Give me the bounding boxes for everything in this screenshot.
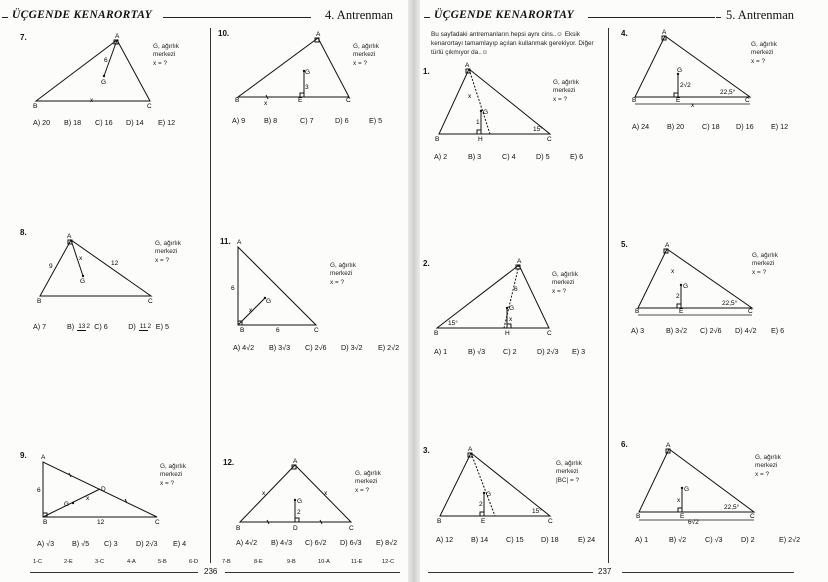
answer-choices [233,343,399,352]
vertex-label: B [240,327,245,334]
vertex-label: B [43,519,48,526]
vertex-label: G [483,109,489,116]
vertex-label: C [750,513,755,520]
length-label: 1 [476,119,480,126]
vertex-label: A [237,239,242,246]
vertex-label: C [346,97,351,104]
length-label: 6 [514,286,518,293]
answer-option[interactable]: D) 2√3 [136,539,158,548]
vertex-label: B [434,330,439,337]
header-rule [588,17,715,18]
length-label: 2 [479,501,483,508]
answer-option[interactable]: E) 12 [771,122,789,131]
header-rule [716,17,721,18]
answer-option[interactable]: A) 1 [434,347,448,356]
answer-choices [33,118,175,127]
question-number: 5. [621,240,628,249]
answer-option[interactable]: A) 7 [33,322,47,331]
answer-option[interactable]: E) 12 [158,118,176,127]
vertex-label: G [101,79,107,86]
answer-option[interactable]: B) √5 [72,539,90,548]
answer-key-item: 12-C [382,559,395,565]
answer-option[interactable]: C) 2 [503,347,517,356]
answer-option[interactable]: C) 3 [104,539,118,548]
answer-option[interactable]: D) 16 [736,122,754,131]
answer-fraction: 132 [78,322,91,330]
length-label: 12 [111,260,119,267]
answer-option[interactable]: E) 8√2 [376,538,398,547]
header-rule [163,17,311,18]
answer-option[interactable]: D) 5 [536,152,550,161]
length-label: x [264,100,268,107]
angle-label: 22,5° [724,504,740,511]
answer-option[interactable]: B) 20 [667,122,685,131]
question-note: G, ağırlık merkezi x = ? [160,463,186,487]
answer-choices [236,538,397,547]
answer-option[interactable]: A) 12 [436,535,454,544]
length-label: x [677,497,681,504]
column-divider [608,28,609,563]
vertex-label: A [662,29,667,36]
answer-option[interactable]: A) 24 [632,122,650,131]
header-rule [424,17,430,18]
answer-option[interactable]: A) 4√2 [236,538,258,547]
vertex-label: H [505,330,510,337]
vertex-label: C [349,525,354,532]
answer-option[interactable]: E) 2√2 [378,343,400,352]
vertex-label: E [298,97,303,104]
length-label: 2 [676,293,680,300]
vertex-label: C [745,97,750,104]
answer-choices [434,152,583,161]
vertex-label: A [41,454,46,461]
vertex-label: E [679,308,684,315]
question-note: G, ağırlık merkezi x = ? [751,41,777,65]
answer-option[interactable]: A) 4√2 [233,343,255,352]
question-number: 3. [423,446,430,455]
answer-option[interactable]: C) 16 [95,118,113,127]
question-note: G, ağırlık merkezi x = ? [755,454,781,478]
answer-option[interactable]: B) 3√3 [269,343,291,352]
length-label: 2√2 [680,82,691,89]
answer-key-item: 10-A [318,559,330,565]
answer-option[interactable]: A) 20 [33,118,51,127]
answer-option[interactable]: C) 18 [702,122,720,131]
answer-option[interactable]: C) 2√6 [305,343,327,352]
intro-text: Bu sayfadaki antremanların hepsi aynı cins..☺ Eksik kenarortayı tamamlayıp açılan kullanmak gerekiyor. Diğer türlü çıkmıyor da..☺ [431,31,594,56]
answer-key-item: 9-B [287,559,296,565]
vertex-label: C [748,308,753,315]
answer-choices [434,347,585,356]
answer-option[interactable]: A) 2 [434,152,448,161]
answer-key-item: 5-B [158,559,167,565]
vertex-label: G [683,283,689,290]
answer-option[interactable]: C) 15 [506,535,524,544]
page-number: 237 [598,567,612,576]
question-note: G, ağırlık merkezi |BC| = ? [556,460,582,484]
question-note: G, ağırlık merkezi x = ? [330,262,356,286]
footer-rule [30,572,198,573]
vertex-label: C [155,519,160,526]
length-label: 9 [49,263,53,270]
angle-label: 15° [532,508,542,515]
answer-key-item: 6-D [189,559,199,565]
left-page [0,0,411,582]
right-header [420,9,828,25]
angle-label: 22,5° [722,300,738,307]
answer-choices [631,326,784,335]
vertex-label: C [148,298,153,305]
length-label: x [671,268,675,275]
header-section-label: 5. Antrenman [726,8,795,22]
question-number: 8. [20,228,27,237]
footer-rule [622,572,794,573]
answer-option[interactable]: A) 3 [631,326,645,335]
vertex-label: G [80,278,86,285]
length-label: 12 [97,519,105,526]
length-label: x [79,255,83,262]
answer-option[interactable]: B) 8 [264,116,278,125]
length-label: 3 [305,84,309,91]
length-label: 2 [297,509,301,516]
length-label: 6√2 [688,519,699,526]
vertex-label: E [676,97,681,104]
vertex-label: C [547,136,552,143]
answer-choices [232,116,382,125]
length-label: x [90,97,94,104]
question-number: 1. [423,67,430,76]
vertex-label: A [316,31,321,38]
vertex-label: G [305,69,311,76]
answer-option[interactable]: A) √3 [37,539,55,548]
length-label: x [262,490,266,497]
question-number: 6. [621,440,628,449]
question-note: G, ağırlık merkezi x = ? [353,43,379,67]
vertex-label: B [235,97,240,104]
vertex-label: G [297,498,303,505]
question-note: G, ağırlık merkezi x = ? [355,470,381,494]
vertex-label: B [33,103,38,110]
vertex-label: G [677,67,683,74]
vertex-label: G [266,298,272,305]
answer-key-item: 2-E [64,559,73,565]
answer-option[interactable]: B) √2 [669,535,687,544]
answer-option[interactable]: C) 4 [502,152,516,161]
angle-label: 15° [448,320,458,327]
answer-option[interactable]: E) 2√2 [779,535,801,544]
answer-option[interactable]: D) 18 [541,535,559,544]
question-number: 11. [220,237,231,246]
right-page [420,0,828,582]
answer-option[interactable]: A) 1 [635,535,649,544]
vertex-label: A [666,442,671,449]
length-label: x [691,102,695,109]
answer-option[interactable]: B) [67,322,75,331]
answer-choices [436,535,595,544]
question-note: G, ağırlık merkezi x = ? [553,79,579,103]
answer-key-item: 8-E [254,559,263,565]
vertex-label: B [435,136,440,143]
question-number: 4. [621,29,628,38]
answer-option[interactable]: E) 5 [369,116,383,125]
vertex-label: B [236,525,241,532]
length-label: x [86,495,90,502]
answer-choices [632,122,788,131]
answer-option[interactable]: E) 4 [173,539,187,548]
answer-option[interactable]: E) 6 [771,326,785,335]
vertex-label: B [635,308,640,315]
answer-key-item: 11-E [351,559,363,565]
answer-option[interactable]: C) 6√2 [305,538,327,547]
answer-option[interactable]: D) 2 [741,535,755,544]
book-spine [408,0,420,582]
answer-option[interactable]: D) 3√2 [341,343,363,352]
answer-option[interactable]: C) 7 [300,116,314,125]
vertex-label: A [293,458,298,465]
vertex-label: E [481,518,486,525]
vertex-label: A [517,258,522,265]
answer-choices [33,322,169,331]
answer-option[interactable]: D) 2√3 [537,347,559,356]
header-rule [2,17,8,18]
answer-option[interactable]: D) [128,322,136,331]
footer-rule [225,572,400,573]
vertex-label: C [547,330,552,337]
question-number: 9. [20,451,27,460]
answer-choices [37,539,186,548]
length-label: 6 [37,487,41,494]
answer-key-item: 3-C [95,559,105,565]
angle-label: 22,5° [720,89,736,96]
answer-choices [635,535,800,544]
vertex-label: B [37,298,42,305]
vertex-label: G [509,305,515,312]
answer-option[interactable]: D) 14 [126,118,144,127]
column-divider [210,28,211,563]
answer-option[interactable]: B) 18 [64,118,82,127]
vertex-label: C [548,518,553,525]
header-title: ÜÇGENDE KENARORTAY [12,9,152,21]
left-header [0,9,405,25]
question-number: 10. [218,29,230,38]
answer-option[interactable]: E) 6 [570,152,584,161]
question-number: 7. [20,33,27,42]
vertex-label: A [67,233,72,240]
answer-option[interactable]: B) 3√2 [666,326,688,335]
vertex-label: D [101,486,106,493]
answer-option[interactable]: B) 4√3 [271,538,293,547]
vertex-label: B [632,97,637,104]
vertex-label: B [437,518,442,525]
answer-option[interactable]: C) 6 [94,322,108,331]
vertex-label: H [478,136,483,143]
answer-fraction: 112 [139,322,152,330]
vertex-label: A [665,242,670,249]
length-label: x [249,307,253,314]
answer-option[interactable]: A) 9 [232,116,246,125]
angle-label: 15° [533,126,543,133]
header-section-label: 4. Antrenman [325,8,394,22]
answer-option[interactable]: C) √3 [705,535,723,544]
vertex-label: D [293,525,298,532]
answer-key-item: 7-B [222,559,231,565]
vertex-label: E [680,513,685,520]
question-note: G, ağırlık merkezi x = ? [153,43,179,67]
answer-option[interactable]: B) √3 [468,347,486,356]
question-note: G, ağırlık merkezi x = ? [552,271,578,295]
length-label: 6 [276,327,280,334]
footer-rule [428,572,593,573]
vertex-label: G [486,491,492,498]
header-title: ÜÇGENDE KENARORTAY [434,9,574,21]
question-number: 12. [223,458,235,467]
answer-option[interactable]: E) 24 [578,535,596,544]
length-label: 6 [104,57,108,64]
length-label: x [468,93,472,100]
answer-key-item: 4-A [127,559,136,565]
answer-option[interactable]: D) 6√3 [340,538,362,547]
vertex-label: B [636,513,641,520]
question-number: 2. [423,259,430,268]
answer-option[interactable]: E) 5 [155,322,169,331]
answer-option[interactable]: D) 4√2 [735,326,757,335]
answer-option[interactable]: C) 2√6 [700,326,722,335]
length-label: 6 [231,285,235,292]
vertex-label: A [465,62,470,69]
vertex-label: A [468,446,473,453]
answer-option[interactable]: D) 6 [335,116,349,125]
answer-key-item: 1-C [33,559,43,565]
length-label: x [324,490,328,497]
question-note: G, ağırlık merkezi x = ? [155,240,181,264]
page-number: 236 [204,567,218,576]
vertex-label: G [684,486,690,493]
question-note: G, ağırlık merkezi x = ? [752,252,778,276]
answer-option[interactable]: B) 3 [468,152,482,161]
answer-option[interactable]: B) 14 [471,535,489,544]
vertex-label: C [147,103,152,110]
length-label: x [509,316,513,323]
answer-option[interactable]: E) 3 [572,347,586,356]
vertex-label: A [115,33,120,40]
vertex-label: G [64,501,70,508]
vertex-label: C [314,327,319,334]
